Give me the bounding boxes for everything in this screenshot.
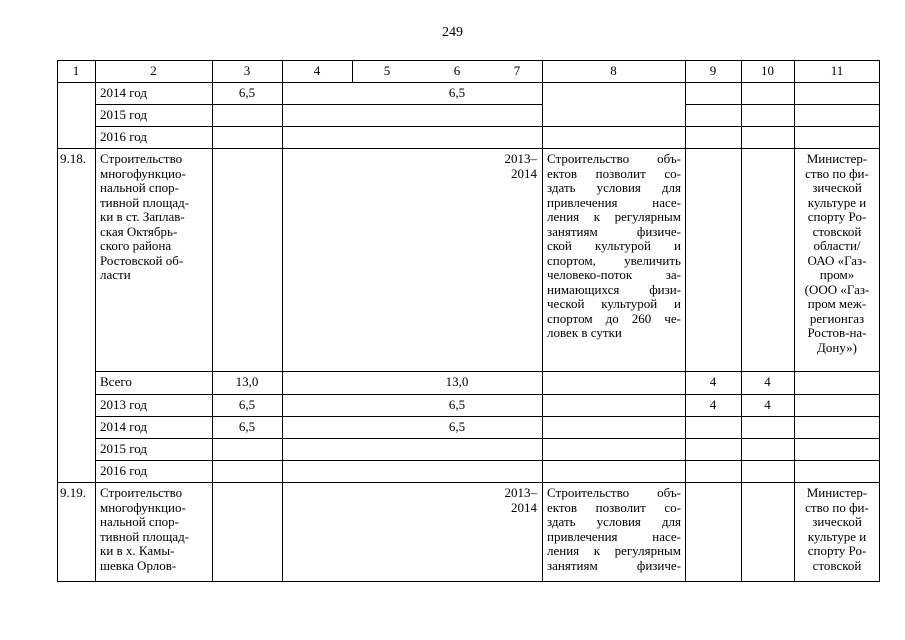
col-header-6: 6 bbox=[453, 63, 461, 78]
value-cell: 13,0 bbox=[445, 374, 469, 389]
col-header-9: 9 bbox=[709, 63, 717, 78]
value-cell: 6,5 bbox=[448, 419, 466, 434]
row-label: 2016 год bbox=[100, 129, 147, 144]
value-cell: 6,5 bbox=[238, 397, 256, 412]
row-label: 2014 год bbox=[100, 419, 147, 434]
value-cell: 6,5 bbox=[238, 85, 256, 100]
value-cell: 4 bbox=[709, 374, 717, 389]
page-number: 249 bbox=[442, 25, 463, 40]
row-label: 2016 год bbox=[100, 463, 147, 478]
program-table bbox=[57, 60, 880, 582]
col-header-11: 11 bbox=[830, 63, 844, 78]
value-cell: 4 bbox=[709, 397, 717, 412]
value-cell: 6,5 bbox=[448, 397, 466, 412]
col-header-8: 8 bbox=[610, 63, 617, 78]
item-title: Строительство многофункцио- нальной спор- тивной площад- ки в ст. Заплав- ская Октябрь- ского района Ростовской об- ласти bbox=[100, 151, 190, 282]
item-period: 2013– 2014 bbox=[504, 485, 537, 515]
value-cell: 6,5 bbox=[238, 419, 256, 434]
col-header-7: 7 bbox=[513, 63, 521, 78]
col-header-10: 10 bbox=[761, 63, 774, 78]
row-label: Всего bbox=[100, 374, 132, 389]
item-title: Строительство многофункцио- нальной спор- тивной площад- ки в х. Камы- шевка Орлов- bbox=[100, 485, 190, 573]
col-header-2: 2 bbox=[150, 63, 157, 78]
row-label: 2014 год bbox=[100, 85, 147, 100]
col-header-5: 5 bbox=[383, 63, 391, 78]
col-header-4: 4 bbox=[313, 63, 321, 78]
item-executor: Министер- ство по фи- зической культуре и спорту Ро- стовской bbox=[805, 485, 869, 573]
item-number: 9.18. bbox=[60, 151, 86, 166]
col-header-3: 3 bbox=[243, 63, 251, 78]
row-label: 2013 год bbox=[100, 397, 147, 412]
col-header-1: 1 bbox=[72, 63, 80, 78]
value-cell: 6,5 bbox=[448, 85, 466, 100]
row-label: 2015 год bbox=[100, 107, 147, 122]
item-description: Строительство объ- ектов позволит со- здать условия для привлечения насе- ления к регулярным занятиям физиче- bbox=[547, 485, 681, 573]
item-executor: Министер- ство по фи- зической культуре и спорту Ро- стовской области/ ОАО «Газ- пром» (ООО «Газ- пром меж- регионгаз Ростов-на- Дону») bbox=[804, 151, 870, 355]
value-cell: 4 bbox=[764, 397, 771, 412]
item-period: 2013– 2014 bbox=[504, 151, 537, 181]
item-number: 9.19. bbox=[60, 485, 86, 500]
value-cell: 4 bbox=[764, 374, 771, 389]
value-cell: 13,0 bbox=[235, 374, 259, 389]
item-description: Строительство объ- ектов позволит со- здать условия для привлечения насе- ления к регулярным занятиям физиче- ской культурой и спортом, увеличить человеко-поток за- нимающихся физи- ческой культурой и спортом до 260 че- ловек в сутки bbox=[547, 151, 681, 340]
row-label: 2015 год bbox=[100, 441, 147, 456]
